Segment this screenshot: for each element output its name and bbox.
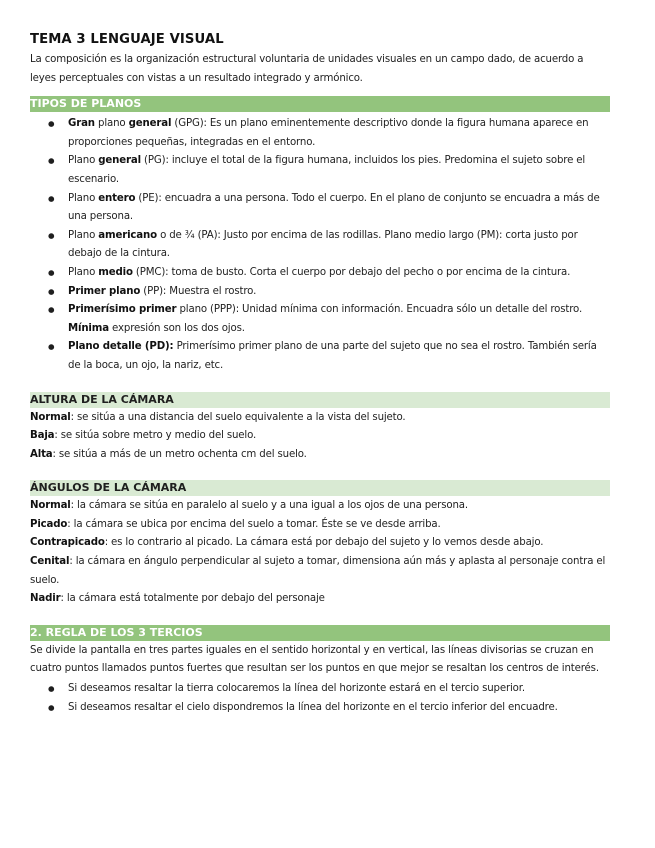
angulo-line-nadir: Nadir: la cámara está totalmente por debajo del personaje bbox=[30, 593, 325, 605]
list-item: ● Primerísimo primer plano (PPP): Unidad mínima con información. Encuadra sólo un detalle del rostro. Mínima expresión son los dos ojos. bbox=[30, 301, 610, 338]
section-heading-tipos: TIPOS DE PLANOS bbox=[30, 96, 610, 112]
regla-paragraph: Se divide la pantalla en tres partes iguales en el sentido horizontal y en vertical, las líneas divisorias se cruzan en cuatro puntos llamados puntos fuertes que resultan ser los puntos en que mejor se resaltan los centros de interés. bbox=[30, 644, 599, 675]
intro-paragraph: La composición es la organización estructural voluntaria de unidades visuales en un campo dado, de acuerdo a leyes perceptuales con vistas a un resultado integrado y armónico. bbox=[30, 54, 584, 84]
list-item: ● Si deseamos resaltar la tierra colocaremos la línea del horizonte estará en el tercio superior. bbox=[30, 680, 610, 699]
regla-list bbox=[30, 680, 610, 717]
tipos-list bbox=[30, 115, 610, 375]
list-item: ● Plano general (PG): incluye el total de la figura humana, incluidos los pies. Predomina el sujeto sobre el escenario. bbox=[30, 152, 610, 189]
section-heading-angulos: ÁNGULOS DE LA CÁMARA bbox=[30, 480, 610, 496]
section-heading-regla: 2. REGLA DE LOS 3 TERCIOS bbox=[30, 625, 610, 641]
angulo-line-picado: Picado: la cámara se ubica por encima del suelo a tomar. Éste se ve desde arriba. bbox=[30, 518, 441, 530]
angulo-line-normal: Normal: la cámara se sitúa en paralelo al suelo y a una igual a los ojos de una persona. bbox=[30, 500, 468, 512]
document-page bbox=[30, 30, 610, 717]
list-item: ● Primer plano (PP): Muestra el rostro. bbox=[30, 283, 610, 302]
angulo-line-cenital: Cenital: la cámara en ángulo perpendicular al sujeto a tomar, dimensiona aún más y aplasta al personaje contra el suelo. bbox=[30, 556, 606, 586]
list-item: ● Plano americano o de ¾ (PA): Justo por encima de las rodillas. Plano medio largo (PM): corta justo por debajo de la cintura. bbox=[30, 227, 610, 264]
page-title: TEMA 3 LENGUAJE VISUAL bbox=[30, 32, 224, 47]
angulos-body bbox=[30, 497, 610, 609]
angulo-line-contrapicado: Contrapicado: es lo contrario al picado. La cámara está por debajo del sujeto y lo vemos desde abajo. bbox=[30, 537, 544, 549]
altura-body bbox=[30, 409, 610, 465]
altura-line-baja: Baja: se sitúa sobre metro y medio del suelo. bbox=[30, 430, 257, 442]
altura-line-normal: Normal: se sitúa a una distancia del suelo equivalente a la vista del sujeto. bbox=[30, 411, 406, 423]
section-heading-altura: ALTURA DE LA CÁMARA bbox=[30, 392, 610, 408]
list-item: ● Plano detalle (PD): Primerísimo primer plano de una parte del sujeto que no sea el rostro. También sería de la boca, un ojo, la nariz, etc. bbox=[30, 338, 610, 375]
list-item: ● Gran plano general (GPG): Es un plano eminentemente descriptivo donde la figura humana aparece en proporciones pequeñas, integradas en el entorno. bbox=[30, 115, 610, 152]
list-item: ● Plano medio (PMC): toma de busto. Corta el cuerpo por debajo del pecho o por encima de la cintura. bbox=[30, 264, 610, 283]
altura-line-alta: Alta: se sitúa a más de un metro ochenta cm del suelo. bbox=[30, 448, 307, 460]
list-item: ● Si deseamos resaltar el cielo dispondremos la línea del horizonte en el tercio inferior del encuadre. bbox=[30, 699, 610, 718]
list-item: ● Plano entero (PE): encuadra a una persona. Todo el cuerpo. En el plano de conjunto se encuadra a más de una persona. bbox=[30, 190, 610, 227]
